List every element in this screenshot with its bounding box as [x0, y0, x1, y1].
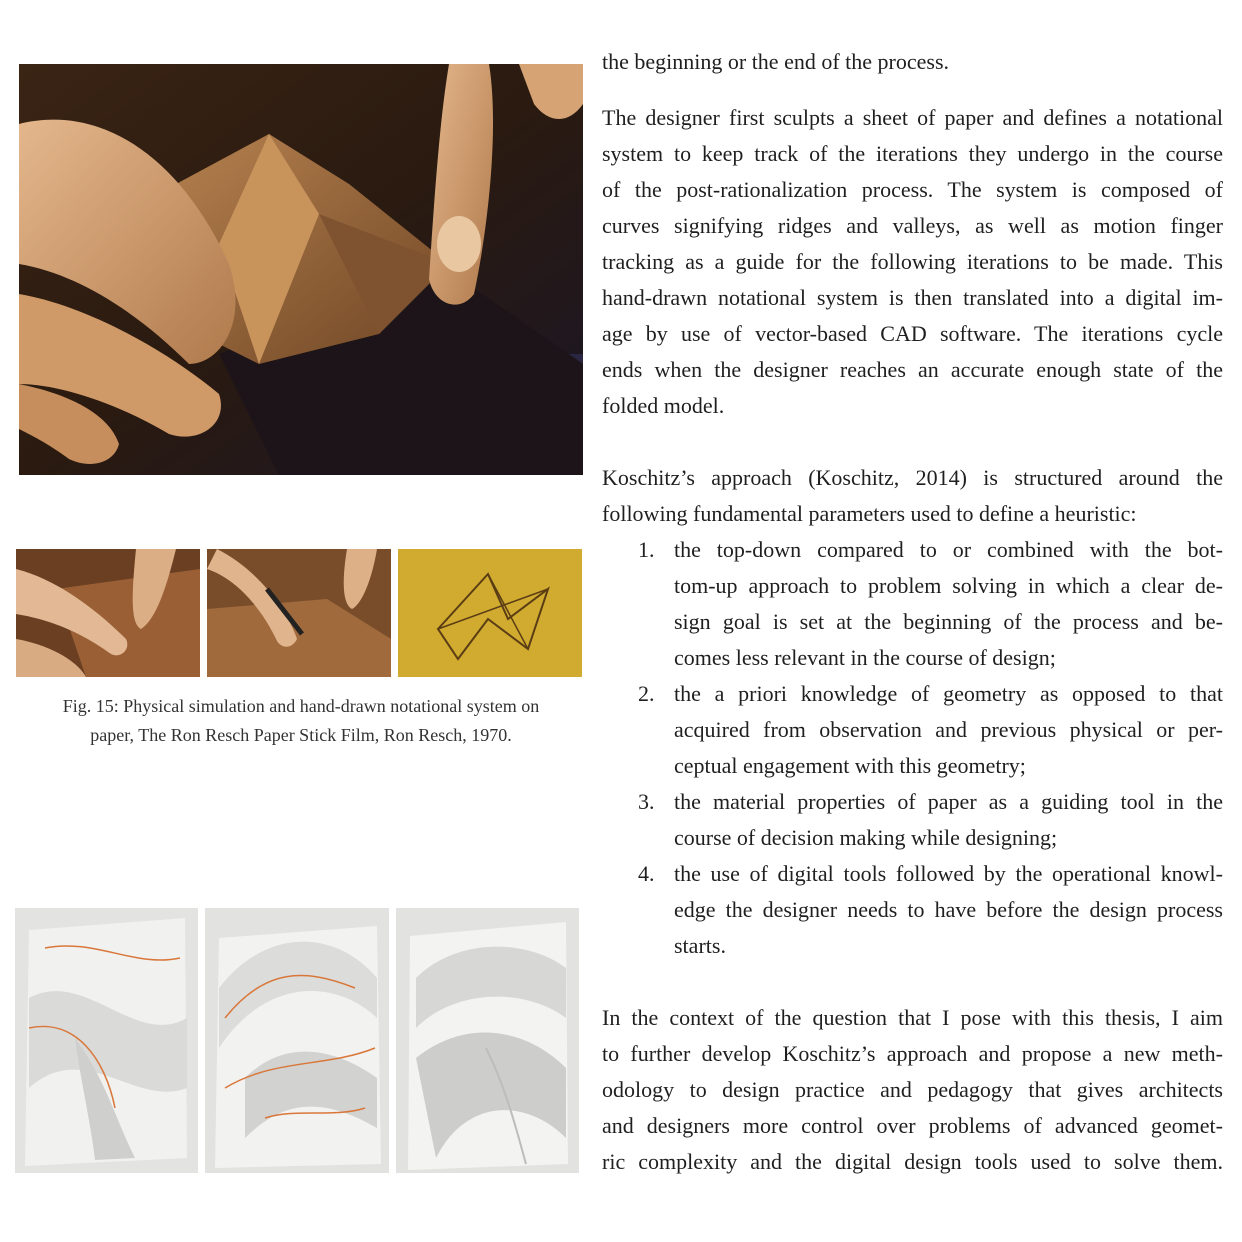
text-line: starts. — [674, 933, 726, 958]
text-line: tom-up approach to problem solving in which a clear de- — [674, 573, 1223, 598]
list-item — [602, 676, 1223, 784]
list-item — [602, 856, 1223, 964]
text-line: of the post-rationalization process. The system is composed of — [602, 177, 1223, 202]
text-line: the top-down compared to or combined with the bot- — [674, 537, 1223, 562]
text-line: ends when the designer reaches an accurate enough state of the — [602, 357, 1223, 382]
paragraph-thesis-aim — [602, 1000, 1223, 1180]
figure-caption — [20, 692, 582, 750]
text-line: The designer first sculpts a sheet of paper and defines a notational — [602, 105, 1223, 130]
text-line: course of decision making while designing; — [674, 825, 1058, 850]
fig15-photo-hand-drawing — [207, 549, 391, 677]
list-number: 3. — [638, 789, 655, 814]
text-line: hand-drawn notational system is then translated into a digital im- — [602, 285, 1223, 310]
text-line: comes less relevant in the course of design; — [674, 645, 1056, 670]
list-number: 4. — [638, 861, 655, 886]
list-number: 2. — [638, 681, 655, 706]
paragraph-koschitz-approach — [602, 460, 1223, 532]
intro-fragment — [602, 44, 1223, 80]
folded-paper-model-photo — [205, 908, 389, 1173]
text-line: ceptual engagement with this geometry; — [674, 753, 1026, 778]
text-line: edge the designer needs to have before the design process — [674, 897, 1223, 922]
text-line: the use of digital tools followed by the operational knowl- — [674, 861, 1223, 886]
text-line: the material properties of paper as a guiding tool in the — [674, 789, 1223, 814]
text-line: tracking as a guide for the following iterations to be made. This — [602, 249, 1223, 274]
text-line: and designers more control over problems of advanced geomet- — [602, 1113, 1223, 1138]
text-line: to further develop Koschitz’s approach and propose a new meth- — [602, 1041, 1223, 1066]
text-line: In the context of the question that I pose with this thesis, I aim — [602, 1005, 1223, 1030]
text-line: curves signifying ridges and valleys, as well as motion finger — [602, 213, 1223, 238]
text-line: Koschitz’s approach (Koschitz, 2014) is structured around the — [602, 465, 1223, 490]
text-line: age by use of vector-based CAD software. The iterations cycle — [602, 321, 1223, 346]
caption-line: Fig. 15: Physical simulation and hand-drawn notational system on — [62, 696, 540, 716]
text-line: ric complexity and the digital design tools used to solve them. — [602, 1149, 1223, 1174]
text-line: the a priori knowledge of geometry as opposed to that — [674, 681, 1223, 706]
list-item — [602, 784, 1223, 856]
text-line: folded model. — [602, 393, 725, 418]
folded-paper-model-photo — [15, 908, 198, 1173]
paragraph-notational-system — [602, 100, 1223, 424]
heuristic-parameters-list — [602, 532, 1223, 964]
fig15-photo-notation-drawing — [398, 549, 582, 677]
folded-paper-model-photo — [396, 908, 579, 1173]
text-line: acquired from observation and previous physical or per- — [674, 717, 1223, 742]
text-line: odology to design practice and pedagogy that gives architects — [602, 1077, 1223, 1102]
text-line: the beginning or the end of the process. — [602, 49, 950, 74]
list-number: 1. — [638, 537, 655, 562]
caption-line: paper, The Ron Resch Paper Stick Film, Ron Resch, 1970. — [90, 725, 512, 745]
text-line: system to keep track of the iterations they undergo in the course — [602, 141, 1223, 166]
fig15-photo-hands-paper — [16, 549, 200, 677]
list-item — [602, 532, 1223, 676]
text-line: following fundamental parameters used to define a heuristic: — [602, 501, 1137, 526]
main-photo-hands-folding-paper — [19, 64, 583, 475]
text-line: sign goal is set at the beginning of the process and be- — [674, 609, 1223, 634]
